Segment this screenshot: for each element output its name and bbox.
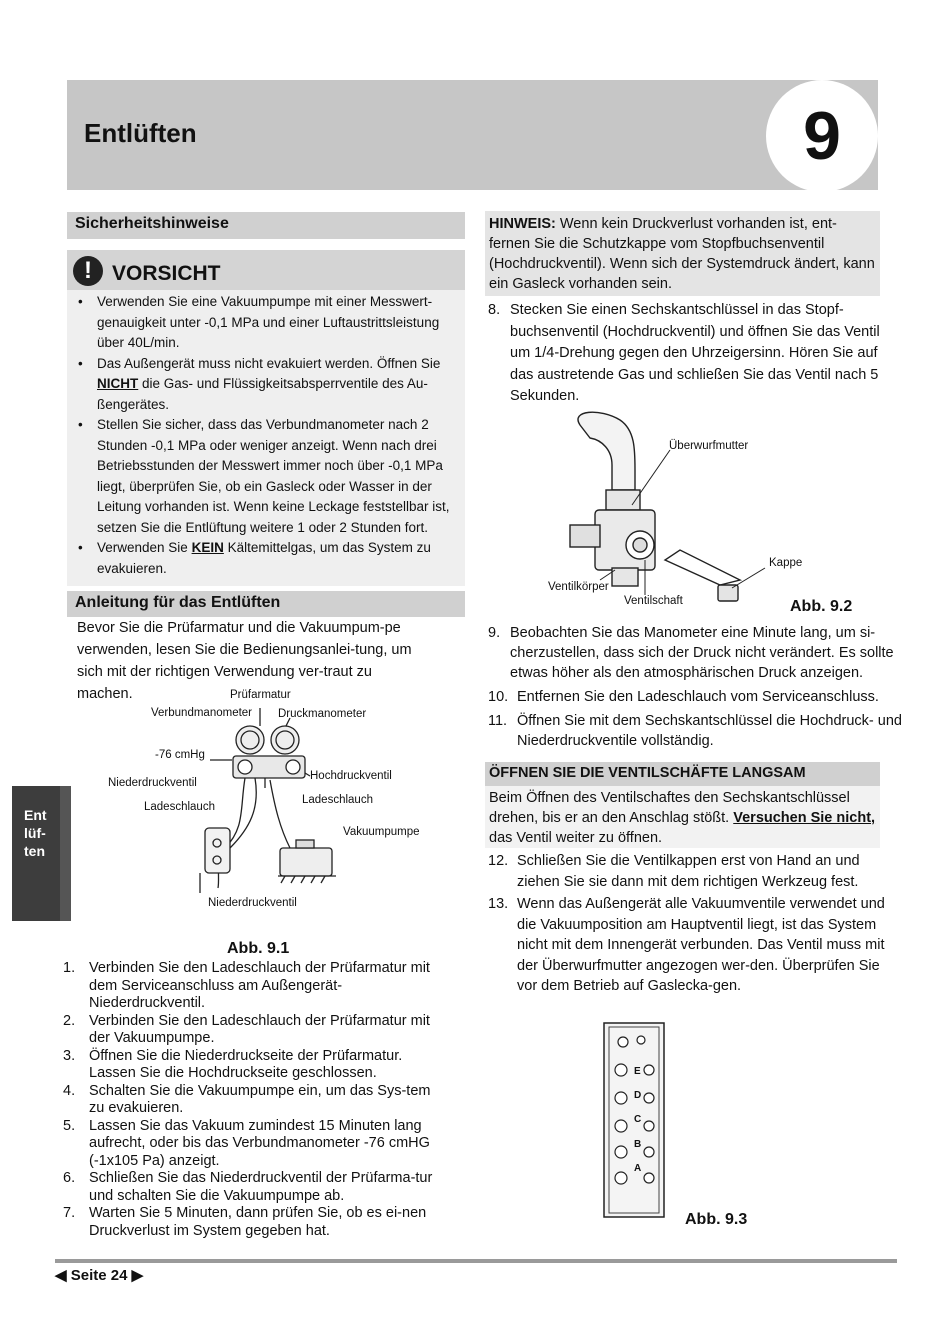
list-item: 3. Öffnen Sie die Niederdruckseite der Prüfarmatur. Lassen Sie die Hochdruckseite geschlossen. (63, 1047, 403, 1081)
list-item: 2. Verbinden Sie den Ladeschlauch der Prüfarmatur mit der Vakuumpumpe. (63, 1012, 430, 1046)
list-item: 1. Verbinden Sie den Ladeschlauch der Prüfarmatur mit dem Serviceanschluss am Außengerät-Niederdruckventil. (63, 960, 430, 1011)
caution-header (67, 250, 465, 290)
figure-caption-9-3: Abb. 9.3 (685, 1211, 748, 1228)
label-ventilschaft: Ventilschaft (624, 595, 683, 607)
label-niederdruckventil-bottom: Niederdruckventil (208, 897, 297, 909)
caution-box (67, 250, 465, 586)
open-slowly-title: ÖFFNEN SIE DIE VENTILSCHÄFTE LANGSAM (485, 762, 880, 786)
valve-letter: B (634, 1139, 642, 1150)
chapter-number: 9 (766, 80, 878, 192)
label-niederdruckventil: Niederdruckventil (108, 777, 197, 789)
safety-section-title: Sicherheitshinweise (67, 212, 465, 239)
page-number: Seite 24 (70, 1267, 128, 1284)
list-item: 6. Schließen Sie das Niederdruckventil der Prüfarma-tur und schalten Sie die Vakuumpumpe ab. (63, 1170, 433, 1204)
exclamation-icon: ! (73, 256, 103, 286)
label-kappe: Kappe (769, 557, 803, 569)
list-item: 9. Beobachten Sie das Manometer eine Minute lang, um si-cherzustellen, dass sich der Druck nicht verändert. Es sollte etwas höher als den atmosphärischen Druck anzeigen. (488, 625, 894, 681)
label-ladeschlauch-left: Ladeschlauch (144, 801, 215, 813)
caution-title: VORSICHT (112, 262, 221, 285)
figure-manifold-gauge (100, 688, 450, 918)
label-ladeschlauch-right: Ladeschlauch (302, 794, 373, 806)
list-item: 10. Entfernen Sie den Ladeschlauch vom Serviceanschluss. (488, 689, 879, 705)
prev-page-icon[interactable]: ◀ (55, 1267, 67, 1284)
instructions-intro: Bevor Sie die Prüfarmatur und die Vakuumpum-pe verwenden, lesen Sie die Bedienungsanlei-tung, um sich mit der richtigen Verwendung ver-traut zu machen. (77, 620, 412, 702)
valve-letter: E (634, 1066, 641, 1077)
page-footer (55, 1266, 143, 1284)
chapter-header (67, 80, 878, 190)
instructions-section-title: Anleitung für das Entlüften (67, 591, 465, 617)
next-page-icon[interactable]: ▶ (131, 1267, 144, 1284)
list-item: • Verwenden Sie KEIN Kältemittelgas, um das System zu evakuieren. (73, 538, 465, 579)
figure-caption-9-2: Abb. 9.2 (790, 598, 853, 615)
list-item: 11. Öffnen Sie mit dem Sechskantschlüssel die Hochdruck- und Niederdruckventile vollständig. (488, 713, 902, 749)
label-verbundmanometer: Verbundmanometer (151, 707, 253, 719)
note-box (485, 211, 880, 296)
figure-valve (540, 410, 870, 615)
list-item: 4. Schalten Sie die Vakuumpumpe ein, um das Sys-tem zu evakuieren. (63, 1082, 431, 1116)
list-item: 13. Wenn das Außengerät alle Vakuumventile verwendet und die Vakuumposition am Hauptventil liegt, ist das System nicht mit dem Innengerät verbunden. Das Ventil muss mit der Überwurfmutter angezogen wer-den. Überprüfen Sie vor dem Betrieb auf Gaslecka-gen. (488, 896, 885, 994)
step-8 (488, 300, 888, 408)
list-item: 5. Lassen Sie das Vakuum zumindest 15 Minuten lang aufrecht, oder bis das Verbundmanometer -76 cmHG (-1x105 Pa) anzeigt. (63, 1117, 430, 1169)
side-tab (12, 786, 71, 921)
label-ueberwurfmutter: Überwurfmutter (669, 440, 749, 452)
open-slowly-box: Beim Öffnen des Ventilschaftes den Sechskantschlüssel drehen, bis er an den Anschlag stößt. Versuchen Sie nicht, das Ventil weiter zu öffnen. (485, 786, 880, 848)
list-item: 7. Warten Sie 5 Minuten, dann prüfen Sie, ob es ei-nen Druckverlust im System gegeben hat. (63, 1205, 427, 1239)
valve-letter: C (634, 1114, 642, 1125)
footer-divider (55, 1259, 897, 1263)
list-item: 8. Stecken Sie einen Sechskantschlüssel in das Stopf-buchsenventil (Hochdruckventil) und öffnen Sie das Ventil um 1/4-Drehung gegen den Uhrzeigersinn. Hören Sie auf das austretende Gas und schließen Sie das Ventil nach 5 Sekunden. (488, 302, 880, 404)
note-label: HINWEIS: (489, 216, 556, 232)
label-druckmanometer: Druckmanometer (278, 708, 367, 720)
label-pruefarmatur: Prüfarmatur (230, 689, 291, 701)
figure-caption-9-1: Abb. 9.1 (227, 940, 290, 957)
label-cmhg: -76 cmHg (155, 749, 205, 761)
valve-letter: A (634, 1163, 642, 1174)
figure-outdoor-valves (603, 1022, 665, 1218)
list-item: • Verwenden Sie eine Vakuumpumpe mit einer Messwert-genauigkeit unter -0,1 MPa und einer Luftaustrittsleistung über 40L/min. (73, 292, 465, 354)
valve-letter: D (634, 1090, 642, 1101)
label-hochdruckventil: Hochdruckventil (310, 770, 392, 782)
page-title: Entlüften (84, 118, 197, 148)
list-item: • Stellen Sie sicher, dass das Verbundmanometer nach 2 Stunden -0,1 MPa oder weniger anzeigt. Wenn nach drei Betriebsstunden der Messwert immer noch über -0,1 MPa liegt, überprüfen Sie, ob ein Gasleck oder Wasser in der Leitung vorhanden ist. Wenn keine Leckage feststellbar ist, setzen Sie die Entlüftung weitere 1 oder 2 Stunden fort. (73, 415, 465, 538)
list-item: 12. Schließen Sie die Ventilkappen erst von Hand an und ziehen Sie sie dann mit dem richtigen Werkzeug fest. (488, 853, 860, 890)
label-ventilkoerper: Ventilkörper (548, 581, 609, 593)
steps-list-right (488, 623, 923, 751)
steps-list-left (63, 960, 443, 1240)
steps-list-right-2 (488, 851, 888, 997)
list-item: • Das Außengerät muss nicht evakuiert werden. Öffnen Sie NICHT die Gas- und Flüssigkeitsabsperrventile des Au-ßengerätes. (73, 354, 465, 416)
caution-list (73, 292, 465, 579)
note-text: Wenn kein Druckverlust vorhanden ist, ent-fernen Sie die Schutzkappe vom Stopfbuchsenventil (Hochdruckventil). Wenn sich der Systemdruck ändert, kann ein Gasleck vorhanden sein. (489, 216, 875, 292)
side-tab-label: Ent lüf- ten (24, 807, 47, 859)
label-vakuumpumpe: Vakuumpumpe (343, 826, 420, 838)
